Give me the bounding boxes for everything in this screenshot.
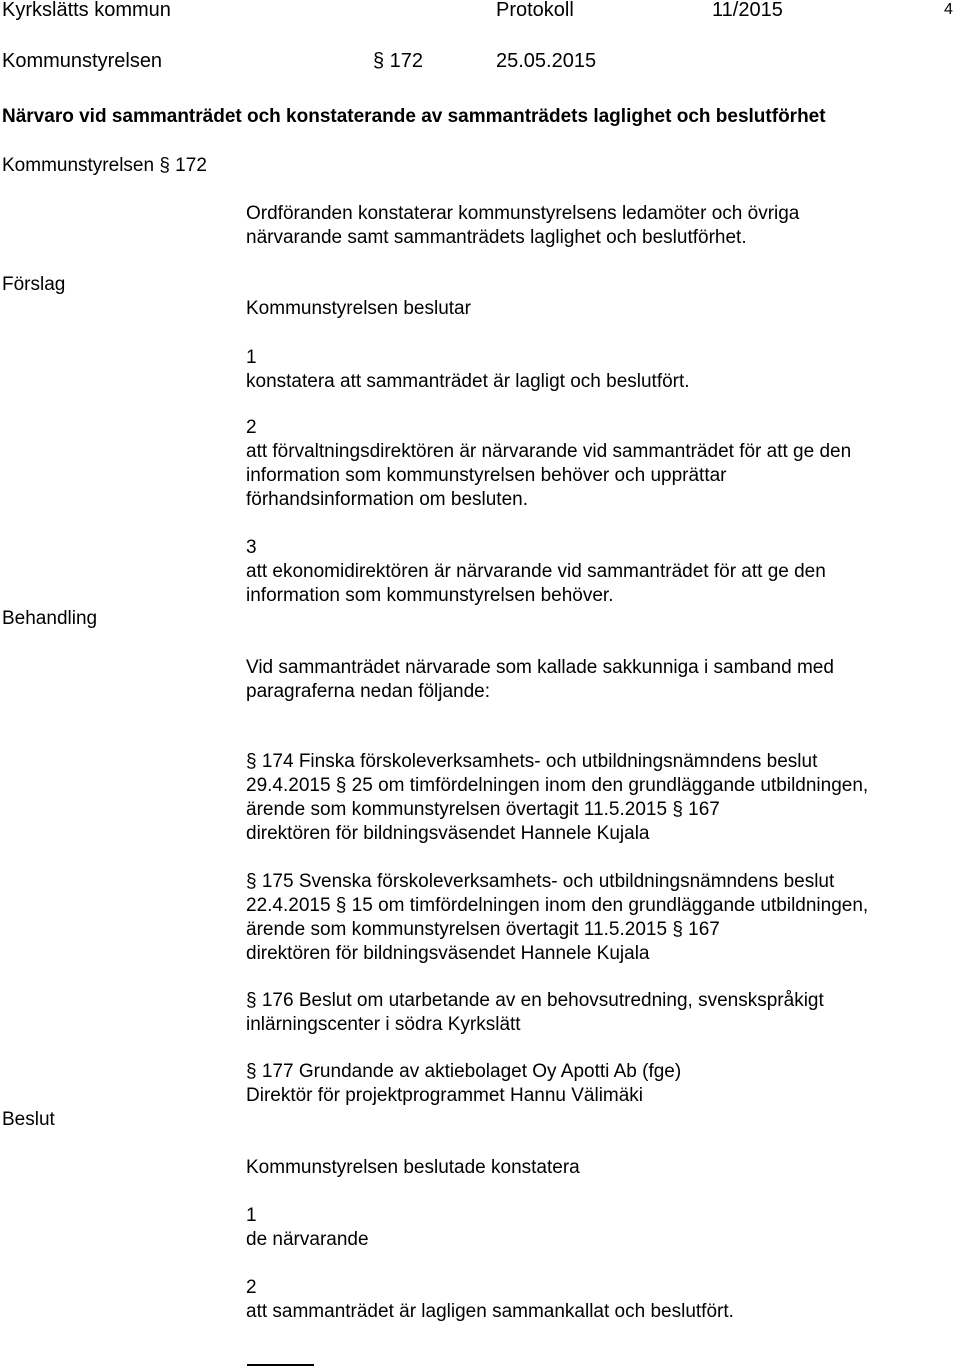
proposal-item xyxy=(246,346,946,394)
item-text: konstatera att sammanträdet är lagligt och beslutfört. xyxy=(246,371,690,392)
handling-intro: Vid sammanträdet närvarade som kallade sakkunniga i samband med paragraferna nedan följande: xyxy=(246,657,834,702)
proposal-heading: Kommunstyrelsen beslutar xyxy=(246,298,471,319)
decision-heading: Kommunstyrelsen beslutade konstatera xyxy=(246,1157,580,1178)
item-text: information som kommunstyrelsen behöver. xyxy=(246,585,614,606)
section-number: § 172 xyxy=(373,50,424,72)
document-type: Protokoll xyxy=(496,0,574,21)
item-text: att sammanträdet är lagligen sammankallat och beslutfört. xyxy=(246,1301,734,1322)
meeting-date: 25.05.2015 xyxy=(496,50,597,72)
item-number: 2 xyxy=(246,1277,257,1298)
item-text: förhandsinformation om besluten. xyxy=(246,489,528,510)
item-text: information som kommunstyrelsen behöver och upprättar xyxy=(246,465,727,486)
proposal-item xyxy=(246,416,946,512)
page-title: Närvaro vid sammanträdet och konstaterande av sammanträdets laglighet och beslutförhet xyxy=(2,106,826,127)
municipality-name: Kyrkslätts kommun xyxy=(2,0,171,21)
item-number: 2 xyxy=(246,417,257,438)
decision-item xyxy=(246,1204,946,1252)
label-proposal: Förslag xyxy=(2,274,66,295)
item-number: 1 xyxy=(246,1205,257,1226)
footer-divider xyxy=(247,1364,314,1366)
label-handling: Behandling xyxy=(2,608,98,629)
document-number: 11/2015 xyxy=(712,0,783,21)
board-reference: Kommunstyrelsen § 172 xyxy=(2,155,207,176)
item-text: att ekonomidirektören är närvarande vid sammanträdet för att ge den xyxy=(246,561,826,582)
handling-section-175: § 175 Svenska förskoleverksamhets- och utbildningsnämndens beslut 22.4.2015 § 15 om timfördelningen inom den grundläggande utbildningen, ärende som kommunstyrelsen övertagit 11.5.2015 § 167 direktören för bildningsväsendet Hannele Kujala xyxy=(246,871,869,964)
decision-item xyxy=(246,1276,946,1324)
label-decision: Beslut xyxy=(2,1109,55,1130)
handling-section-176: § 176 Beslut om utarbetande av en behovsutredning, svenskspråkigt inlärningscenter i södra Kyrkslätt xyxy=(246,990,824,1035)
proposal-item xyxy=(246,536,946,608)
item-number: 3 xyxy=(246,537,257,558)
item-text: att förvaltningsdirektören är närvarande vid sammanträdet för att ge den xyxy=(246,441,852,462)
board-name: Kommunstyrelsen xyxy=(2,50,163,72)
handling-section-174: § 174 Finska förskoleverksamhets- och utbildningsnämndens beslut 29.4.2015 § 25 om timfördelningen inom den grundläggande utbildningen, ärende som kommunstyrelsen övertagit 11.5.2015 § 167 direktören för bildningsväsendet Hannele Kujala xyxy=(246,751,869,844)
item-number: 1 xyxy=(246,347,257,368)
handling-section-177: § 177 Grundande av aktiebolaget Oy Apotti Ab (fge) Direktör för projektprogrammet Hannu Välimäki xyxy=(246,1061,682,1106)
intro-text: Ordföranden konstaterar kommunstyrelsens ledamöter och övriga närvarande samt sammanträdets laglighet och beslutförhet. xyxy=(246,203,800,248)
item-text: de närvarande xyxy=(246,1229,369,1250)
page-number: 4 xyxy=(944,1,953,18)
